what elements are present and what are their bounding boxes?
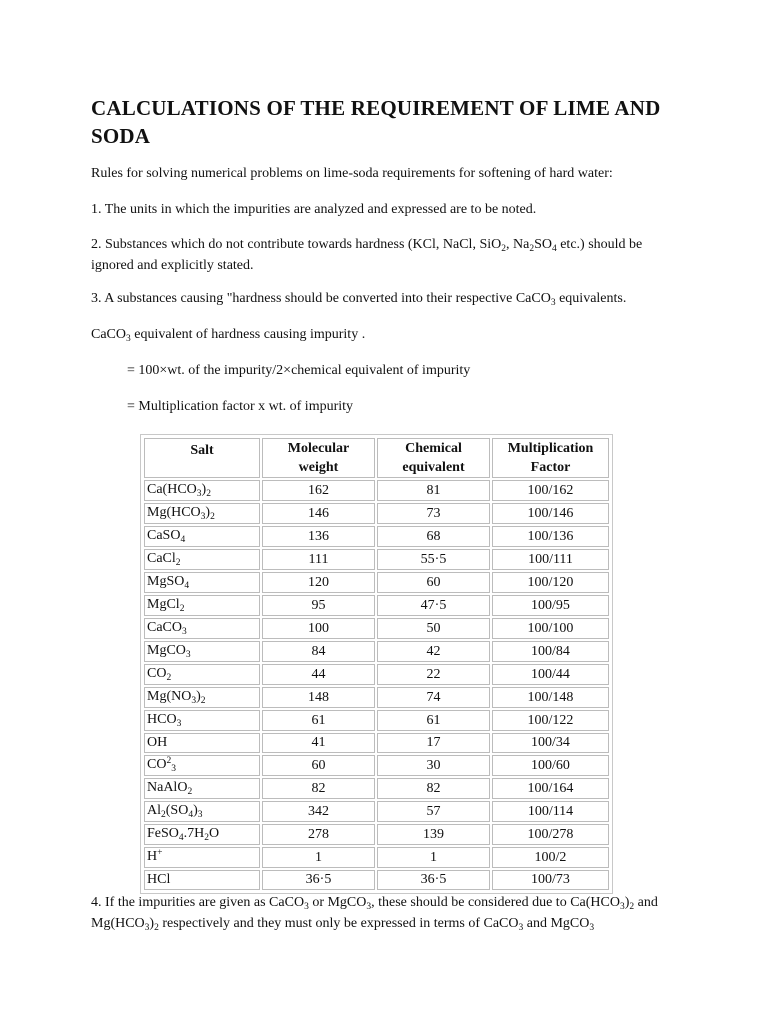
subscript: 4 (188, 810, 194, 820)
molecular-weight-cell: 61 (262, 710, 375, 731)
molecular-weight-cell: 148 (262, 687, 375, 708)
table-row (144, 595, 609, 616)
molecular-weight-cell: 162 (262, 480, 375, 501)
salt-formula-text: Ca(HCO (147, 482, 197, 497)
salt-formula-text: CaCl (147, 551, 176, 566)
chemical-equivalent-cell: 55·5 (377, 549, 490, 570)
subscript: 3 (550, 298, 556, 308)
salt-formula-text: MgCl (147, 597, 180, 612)
caco3-equivalent-line (91, 325, 681, 346)
subscript: 2 (179, 604, 185, 614)
subscript: 3 (171, 764, 176, 774)
rule-2-text: 2. Substances which do not contribute towards hardness (KCl, NaCl, SiO (91, 237, 502, 252)
salt-formula-text: H (147, 849, 158, 864)
molecular-weight-cell: 95 (262, 595, 375, 616)
multiplication-factor-cell: 100/136 (492, 526, 609, 547)
table-row (144, 710, 609, 731)
subscript: 3 (191, 696, 197, 706)
chemical-equivalent-cell: 74 (377, 687, 490, 708)
chemical-equivalent-cell: 139 (377, 824, 490, 845)
subscript: 3 (126, 334, 131, 344)
table-row (144, 733, 609, 753)
multiplication-factor-cell: 100/111 (492, 549, 609, 570)
table-body (144, 480, 609, 890)
molecular-weight-cell: 278 (262, 824, 375, 845)
salt-formula-text: Mg(NO (147, 689, 192, 704)
chemical-equivalent-cell: 30 (377, 755, 490, 776)
subscript: 4 (178, 833, 184, 843)
salt-formula-text: CaSO (147, 528, 181, 543)
subscript: 2 (529, 244, 535, 254)
table-row (144, 755, 609, 776)
salt-formula-text: ) (205, 505, 211, 520)
subscript: 2 (166, 673, 172, 683)
header-salt: Salt (144, 438, 260, 478)
multiplication-factor-cell: 100/164 (492, 778, 609, 799)
table-row (144, 687, 609, 708)
table-row (144, 618, 609, 639)
subscript: 2 (187, 787, 193, 797)
multiplication-factor-cell: 100/114 (492, 801, 609, 822)
header-molecular-weight (262, 438, 375, 478)
molecular-weight-cell: 120 (262, 572, 375, 593)
subscript: 3 (176, 719, 182, 729)
header-chemical-equivalent (377, 438, 490, 478)
rule-2-text: etc.) should be ignored and explicitly stated. (91, 237, 643, 273)
rule-4-text: respectively and they must only be expressed in terms of CaCO (158, 916, 519, 931)
chemical-equivalent-cell: 57 (377, 801, 490, 822)
salt-formula-text: O (209, 826, 220, 841)
chemical-equivalent-cell: 22 (377, 664, 490, 685)
salt-cell (144, 733, 260, 753)
chemical-equivalent-cell: 68 (377, 526, 490, 547)
subscript: 3 (182, 627, 187, 637)
table-row (144, 503, 609, 524)
subscript: 2 (629, 902, 635, 912)
rule-2-text: SO (534, 237, 552, 252)
rule-4-text: and Mg(HCO (91, 895, 658, 931)
chemical-equivalent-cell: 82 (377, 778, 490, 799)
multiplication-factor-cell: 100/44 (492, 664, 609, 685)
multiplication-factor-cell: 100/146 (492, 503, 609, 524)
salt-cell (144, 687, 260, 708)
molecular-weight-cell: 146 (262, 503, 375, 524)
molecular-weight-cell: 60 (262, 755, 375, 776)
salt-cell (144, 778, 260, 799)
rule-4-text: ) (624, 895, 630, 910)
table-row (144, 641, 609, 662)
chemical-equivalent-cell: 47·5 (377, 595, 490, 616)
multiplication-factor-cell: 100/162 (492, 480, 609, 501)
salt-cell (144, 549, 260, 570)
subscript: 4 (184, 581, 190, 591)
multiplication-factor-cell: 100/2 (492, 847, 609, 868)
multiplication-factor-cell: 100/95 (492, 595, 609, 616)
formula-line-2: = Multiplication factor x wt. of impurity (127, 399, 354, 414)
rule-2 (91, 235, 681, 276)
salt-formula-text: OH (147, 735, 168, 750)
multiplication-factor-cell: 100/73 (492, 870, 609, 890)
table-row (144, 801, 609, 822)
salt-formula-text: Al (147, 803, 161, 818)
subscript: 3 (518, 923, 524, 933)
salt-formula-text: ) (201, 482, 207, 497)
salt-formula-text: HCl (147, 872, 171, 887)
chemical-equivalent-cell: 73 (377, 503, 490, 524)
chemical-equivalent-cell: 36·5 (377, 870, 490, 890)
salt-formula-text: (SO (165, 803, 189, 818)
salt-cell (144, 641, 260, 662)
salt-formula-text: CaCO (147, 620, 182, 635)
multiplication-factor-table-frame (140, 434, 613, 894)
subscript: 2 (175, 558, 181, 568)
subscript: 2 (501, 244, 506, 254)
header-multiplication-factor (492, 438, 609, 478)
chemical-equivalent-cell: 81 (377, 480, 490, 501)
multiplication-factor-cell: 100/84 (492, 641, 609, 662)
chemical-equivalent-cell: 61 (377, 710, 490, 731)
header-text: Molecular (287, 441, 350, 456)
chemical-equivalent-cell: 60 (377, 572, 490, 593)
table-row (144, 526, 609, 547)
rule-4 (91, 893, 681, 935)
salt-cell (144, 503, 260, 524)
page-title: CALCULATIONS OF THE REQUIREMENT OF LIME AND SODA (91, 96, 661, 148)
salt-cell (144, 595, 260, 616)
table-row (144, 847, 609, 868)
salt-cell (144, 618, 260, 639)
subscript: 3 (304, 902, 309, 912)
molecular-weight-cell: 82 (262, 778, 375, 799)
subscript: 3 (200, 512, 206, 522)
molecular-weight-cell: 36·5 (262, 870, 375, 890)
molecular-weight-cell: 111 (262, 549, 375, 570)
multiplication-factor-cell: 100/34 (492, 733, 609, 753)
rule-4-text: ) (149, 916, 155, 931)
multiplication-factor-table (142, 436, 611, 892)
subscript: 4 (551, 244, 557, 254)
subscript: 2 (204, 833, 210, 843)
chemical-equivalent-cell: 50 (377, 618, 490, 639)
rule-2-text: , Na (505, 237, 530, 252)
salt-formula-text: MgCO (147, 643, 186, 658)
salt-formula-text: ) (193, 803, 198, 818)
molecular-weight-cell: 1 (262, 847, 375, 868)
rule-4-text: and MgCO (523, 916, 590, 931)
subscript: 3 (619, 902, 625, 912)
salt-formula-text: CO (147, 666, 167, 681)
rule-1: 1. The units in which the impurities are analyzed and expressed are to be noted. (91, 202, 537, 217)
salt-formula-text: FeSO (147, 826, 179, 841)
subscript: 2 (206, 489, 211, 499)
molecular-weight-cell: 84 (262, 641, 375, 662)
multiplication-factor-cell: 100/60 (492, 755, 609, 776)
table-row (144, 549, 609, 570)
header-text: equivalent (402, 460, 465, 475)
table-header-row (144, 438, 609, 478)
rule-3 (91, 289, 681, 310)
chemical-equivalent-cell: 1 (377, 847, 490, 868)
salt-cell (144, 664, 260, 685)
subscript: 3 (197, 810, 203, 820)
salt-cell (144, 755, 260, 776)
rule-3-text: equivalents. (555, 291, 627, 306)
multiplication-factor-cell: 100/278 (492, 824, 609, 845)
table-row (144, 824, 609, 845)
subscript: 2 (200, 696, 206, 706)
rule-3-text: 3. A substances causing "hardness should be converted into their respective CaCO (91, 291, 551, 306)
salt-cell (144, 824, 260, 845)
chemical-equivalent-cell: 42 (377, 641, 490, 662)
salt-cell (144, 710, 260, 731)
subscript: 3 (144, 923, 150, 933)
salt-formula-text: .7H (183, 826, 205, 841)
salt-cell (144, 847, 260, 868)
salt-cell (144, 480, 260, 501)
salt-cell (144, 801, 260, 822)
table-row (144, 572, 609, 593)
rule-4-text: or MgCO (308, 895, 367, 910)
salt-formula-text: MgSO (147, 574, 185, 589)
molecular-weight-cell: 100 (262, 618, 375, 639)
salt-formula-text: CO (147, 757, 167, 772)
molecular-weight-cell: 41 (262, 733, 375, 753)
subscript: 4 (180, 535, 186, 545)
caco3-text: CaCO (91, 327, 126, 342)
multiplication-factor-cell: 100/120 (492, 572, 609, 593)
rule-4-text: , these should be considered due to Ca(HCO (371, 895, 620, 910)
molecular-weight-cell: 342 (262, 801, 375, 822)
header-text: Factor (530, 460, 571, 475)
subscript: 3 (589, 923, 595, 933)
table-row (144, 664, 609, 685)
salt-formula-text: HCO (147, 712, 177, 727)
header-text: weight (298, 460, 339, 475)
subscript: 3 (185, 650, 191, 660)
subscript: 2 (154, 923, 159, 933)
subscript: 3 (366, 902, 372, 912)
molecular-weight-cell: 44 (262, 664, 375, 685)
molecular-weight-cell: 136 (262, 526, 375, 547)
subscript: 3 (196, 489, 202, 499)
multiplication-factor-cell: 100/122 (492, 710, 609, 731)
salt-cell (144, 870, 260, 890)
salt-formula-text: Mg(HCO (147, 505, 201, 520)
rule-4-text: 4. If the impurities are given as CaCO (91, 895, 305, 910)
table-row (144, 480, 609, 501)
salt-formula-text: NaAlO (147, 780, 188, 795)
chemical-equivalent-cell: 17 (377, 733, 490, 753)
intro-paragraph: Rules for solving numerical problems on lime-soda requirements for softening of hard water: (91, 166, 613, 181)
subscript: 2 (210, 512, 215, 522)
multiplication-factor-cell: 100/148 (492, 687, 609, 708)
formula-line-1: = 100×wt. of the impurity/2×chemical equivalent of impurity (127, 363, 471, 378)
salt-cell (144, 572, 260, 593)
superscript: 2 (166, 756, 172, 766)
caco3-text: equivalent of hardness causing impurity . (130, 327, 366, 342)
subscript: 2 (161, 810, 166, 820)
multiplication-factor-cell: 100/100 (492, 618, 609, 639)
table-row (144, 778, 609, 799)
table-row (144, 870, 609, 890)
salt-cell (144, 526, 260, 547)
superscript: + (157, 848, 163, 858)
salt-formula-text: ) (196, 689, 201, 704)
header-text: Multiplication (507, 441, 594, 456)
header-text: Chemical (405, 441, 462, 456)
